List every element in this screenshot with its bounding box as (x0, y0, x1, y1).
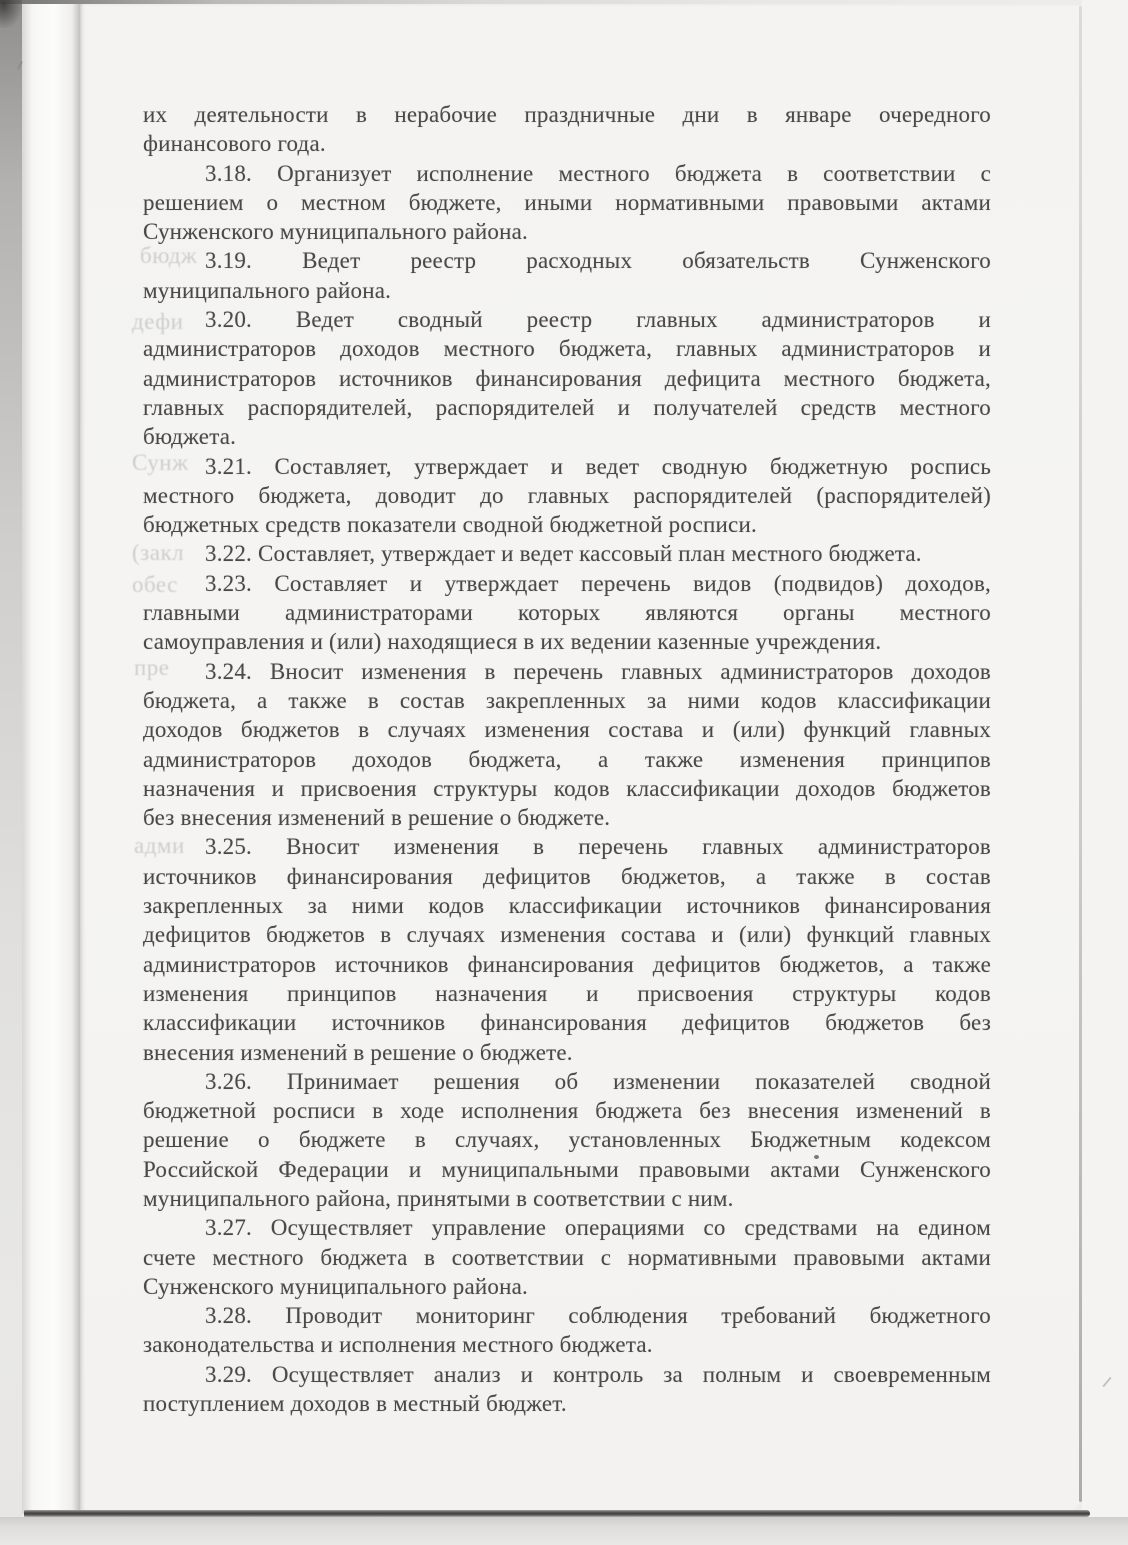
bleedthrough-text: Сунж (132, 450, 189, 475)
text-line-content: Составляет и утверждает перечень видов (подвидов) доходов, (274, 570, 992, 596)
text-line-content: Проводит мониторинг соблюдения требований бюджетного (285, 1303, 992, 1329)
clause-3-22 (143, 539, 991, 568)
text-line (143, 1360, 991, 1389)
text-line: администраторов источников финансирования дефицита местного бюджета, (143, 365, 991, 391)
paragraph-continuation (143, 100, 991, 159)
page-bottom-edge (24, 1510, 1090, 1517)
scan-right-margin (1082, 0, 1128, 1545)
text-line-content: Вносит изменения в перечень главных администраторов доходов (269, 658, 991, 684)
clause-number: 3.21. (205, 453, 252, 479)
bleedthrough-text: пре (134, 655, 170, 680)
text-line: Сунженского муниципального района. (143, 1273, 528, 1299)
clause-number: 3.24. (205, 658, 252, 684)
clause-number: 3.22. (205, 541, 252, 567)
clause-3-25 (143, 832, 991, 1066)
clause-3-18 (143, 159, 991, 247)
clause-3-24 (143, 657, 991, 833)
text-line: Сунженского муниципального района. (143, 219, 528, 245)
page-folded-edge (22, 4, 80, 1514)
text-line: главными администраторами которых являются органы местного (143, 600, 991, 626)
clause-3-19 (143, 246, 991, 305)
text-line (143, 1213, 991, 1242)
text-line: администраторов источников финансирования дефицитов бюджетов, а также (143, 951, 991, 977)
text-line: бюджетных средств показатели сводной бюджетной росписи. (143, 512, 757, 538)
text-line: счете местного бюджета в соответствии с нормативными правовыми актами (143, 1244, 991, 1270)
text-line: бюджета. (143, 424, 237, 450)
clause-3-26 (143, 1067, 991, 1213)
text-line: доходов бюджетов в случаях изменения состава и (или) функций главных (143, 717, 991, 743)
text-line (143, 305, 991, 334)
clause-3-20 (143, 305, 991, 451)
text-line: самоуправления и (или) находящиеся в их ведении казенные учреждения. (143, 629, 882, 655)
text-line: поступлением доходов в местный бюджет. (143, 1391, 567, 1417)
text-line (143, 159, 991, 188)
text-line-content: Осуществляет анализ и контроль за полным и своевременным (271, 1361, 991, 1387)
clause-3-29 (143, 1360, 991, 1419)
text-line: изменения принципов назначения и присвоения структуры кодов (143, 980, 991, 1006)
text-line: муниципального района. (143, 277, 392, 303)
text-line: бюджетной росписи в ходе исполнения бюджета без внесения изменений в (143, 1098, 991, 1124)
text-line: решением о местном бюджете, иными нормативными правовыми актами (143, 189, 991, 215)
clause-number: 3.26. (205, 1068, 252, 1094)
text-line (143, 657, 991, 686)
text-line-content: их деятельности в нерабочие праздничные дни в январе очередного (143, 102, 991, 127)
text-line (143, 1301, 991, 1330)
bleedthrough-text: дефи (132, 309, 184, 334)
clause-number: 3.29. (205, 1361, 252, 1387)
text-line: закрепленных за ними кодов классификации источников финансирования (143, 893, 991, 919)
text-line: источников финансирования дефицитов бюджетов, а также в состав (143, 863, 991, 889)
clause-3-27 (143, 1213, 991, 1301)
text-line: законодательства и исполнения местного бюджета. (143, 1332, 653, 1358)
text-line (143, 452, 991, 481)
text-line-content: Составляет, утверждает и ведет кассовый план местного бюджета. (257, 541, 922, 567)
text-line (143, 246, 991, 275)
text-line-content: Ведет сводный реестр главных администраторов и (295, 307, 992, 333)
text-line: финансового года. (143, 131, 326, 157)
text-line-content: Ведет реестр расходных обязательств Сунженского (302, 248, 991, 274)
text-line: главных распорядителей, распорядителей и получателей средств местного (143, 394, 991, 420)
text-line: без внесения изменений в решение о бюджете. (143, 805, 611, 831)
text-line-content: Принимает решения об изменении показателей сводной (286, 1068, 991, 1094)
scan-bottom-margin (0, 1517, 1128, 1545)
bleedthrough-text: обес (132, 572, 178, 597)
text-line (143, 1067, 991, 1096)
text-line (143, 569, 991, 598)
text-line: назначения и присвоения структуры кодов классификации доходов бюджетов (143, 775, 991, 801)
text-line: муниципального района, принятыми в соответствии с ним. (143, 1185, 734, 1211)
clause-number: 3.25. (205, 834, 252, 860)
text-line (143, 539, 991, 568)
bleedthrough-text: бюдж (140, 243, 198, 268)
document-body (143, 100, 991, 1418)
text-line: местного бюджета, доводит до главных распорядителей (распорядителей) (143, 482, 991, 508)
clause-number: 3.28. (205, 1303, 252, 1329)
scan-left-margin (0, 0, 22, 1545)
text-line: дефицитов бюджетов в случаях изменения состава и (или) функций главных (143, 922, 991, 948)
clause-number: 3.20. (205, 307, 252, 333)
text-line-content: Составляет, утверждает и ведет сводную бюджетную роспись (274, 453, 992, 479)
text-line: бюджета, а также в состав закрепленных за ними кодов классификации (143, 687, 991, 713)
clause-number: 3.19. (205, 248, 252, 274)
text-line: внесения изменений в решение о бюджете. (143, 1039, 573, 1065)
text-line: Российской Федерации и муниципальными правовыми актами Сунженского (143, 1156, 991, 1182)
clause-number: 3.23. (205, 570, 252, 596)
clause-3-28 (143, 1301, 991, 1360)
scan-top-edge (0, 0, 1085, 4)
bleedthrough-text: адми (134, 833, 185, 858)
text-line-content: Осуществляет управление операциями со средствами на едином (270, 1215, 991, 1241)
text-line (143, 832, 991, 861)
text-line: классификации источников финансирования дефицитов бюджетов без (143, 1010, 991, 1036)
bleedthrough-text: (закл (132, 540, 185, 565)
scan-corner-shadow (0, 0, 22, 28)
text-line (143, 100, 991, 129)
text-line-content: Вносит изменения в перечень главных администраторов (286, 834, 991, 860)
text-line: администраторов доходов бюджета, а также изменения принципов (143, 746, 991, 772)
page-right-edge (1079, 6, 1082, 1502)
text-line-content: Организует исполнение местного бюджета в соответствии с (277, 160, 991, 186)
text-line: администраторов доходов местного бюджета, главных администраторов и (143, 336, 991, 362)
clause-number: 3.27. (205, 1215, 252, 1241)
clause-3-21 (143, 452, 991, 540)
clause-number: 3.18. (205, 160, 252, 186)
clause-3-23 (143, 569, 991, 657)
text-line: решение о бюджете в случаях, установленных Бюджетным кодексом (143, 1127, 991, 1153)
